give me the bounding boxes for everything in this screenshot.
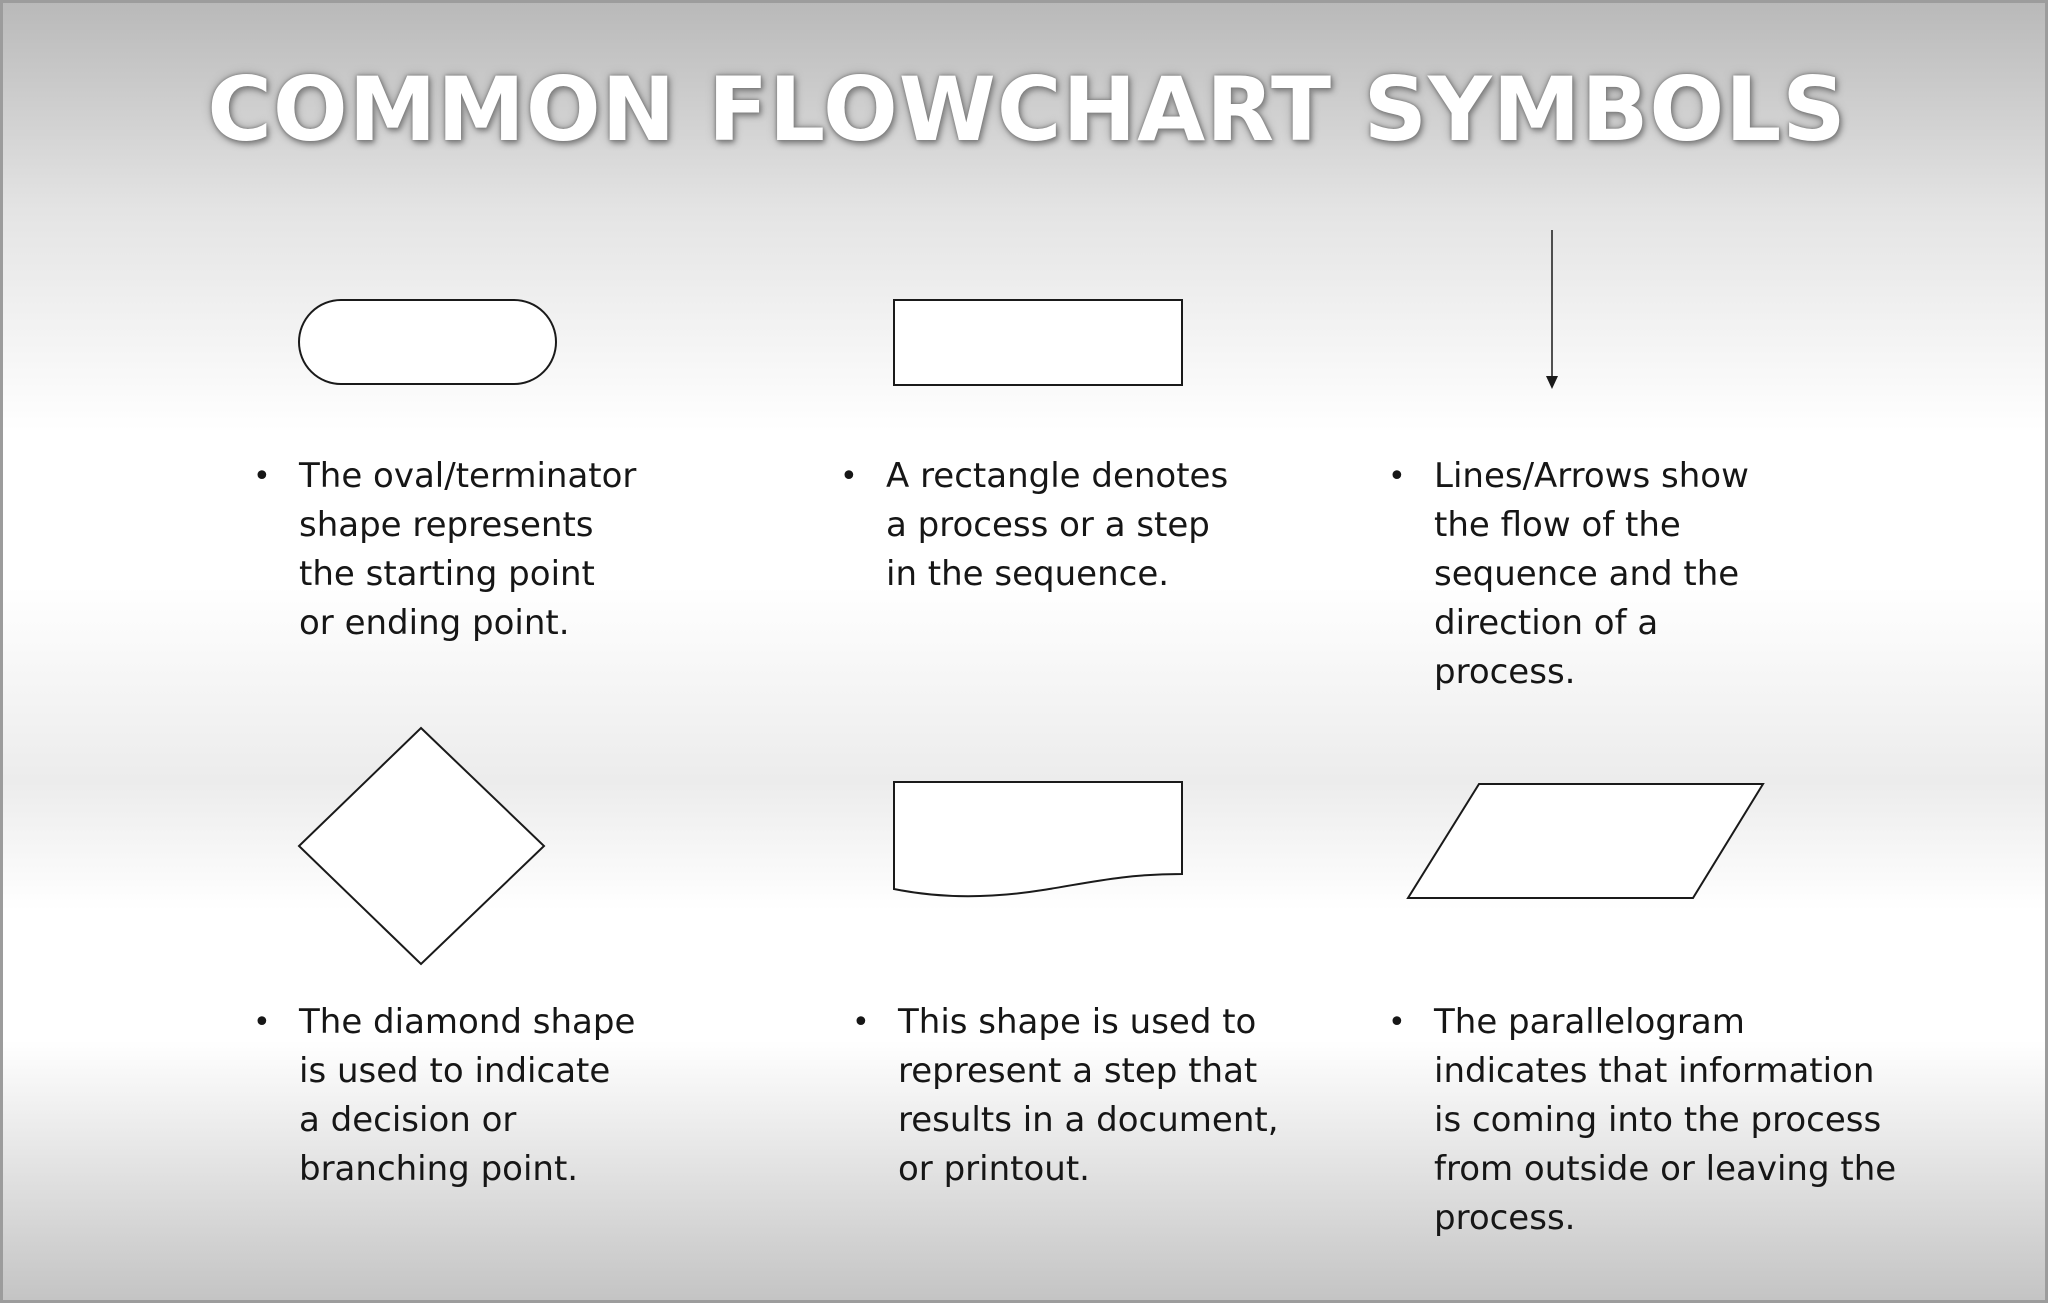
diamond-description xyxy=(253,998,693,1194)
diamond-text: The diamond shape is used to indicate a decision or branching point. xyxy=(299,1002,636,1189)
rectangle-description xyxy=(840,452,1280,599)
slide-title: COMMON FLOWCHART SYMBOLS xyxy=(207,58,1847,161)
oval-terminator-shape xyxy=(299,300,556,384)
bullet: • xyxy=(253,459,271,494)
arrow-description xyxy=(1388,452,1828,697)
document-shape xyxy=(894,782,1182,896)
rectangle-shape xyxy=(894,300,1182,385)
bullet: • xyxy=(253,1005,271,1040)
bullet: • xyxy=(852,1005,870,1040)
bullet: • xyxy=(1388,459,1406,494)
oval-terminator-description xyxy=(253,452,693,648)
bullet: • xyxy=(840,459,858,494)
bullet: • xyxy=(1388,1005,1406,1040)
document-text: This shape is used to represent a step that results in a document, or printout. xyxy=(898,1002,1279,1189)
parallelogram-shape xyxy=(1408,784,1763,898)
rectangle-text: A rectangle denotes a process or a step in the sequence. xyxy=(886,456,1229,594)
arrow-text: Lines/Arrows show the flow of the sequence and the direction of a process. xyxy=(1434,456,1749,692)
parallelogram-text: The parallelogram indicates that information is coming into the process from outside or leaving the process. xyxy=(1434,1002,1897,1238)
arrowhead-shape xyxy=(1546,376,1558,389)
diamond-shape xyxy=(299,728,544,964)
oval-terminator-text: The oval/terminator shape represents the starting point or ending point. xyxy=(299,456,637,643)
parallelogram-description xyxy=(1388,998,1948,1243)
document-description xyxy=(852,998,1332,1194)
